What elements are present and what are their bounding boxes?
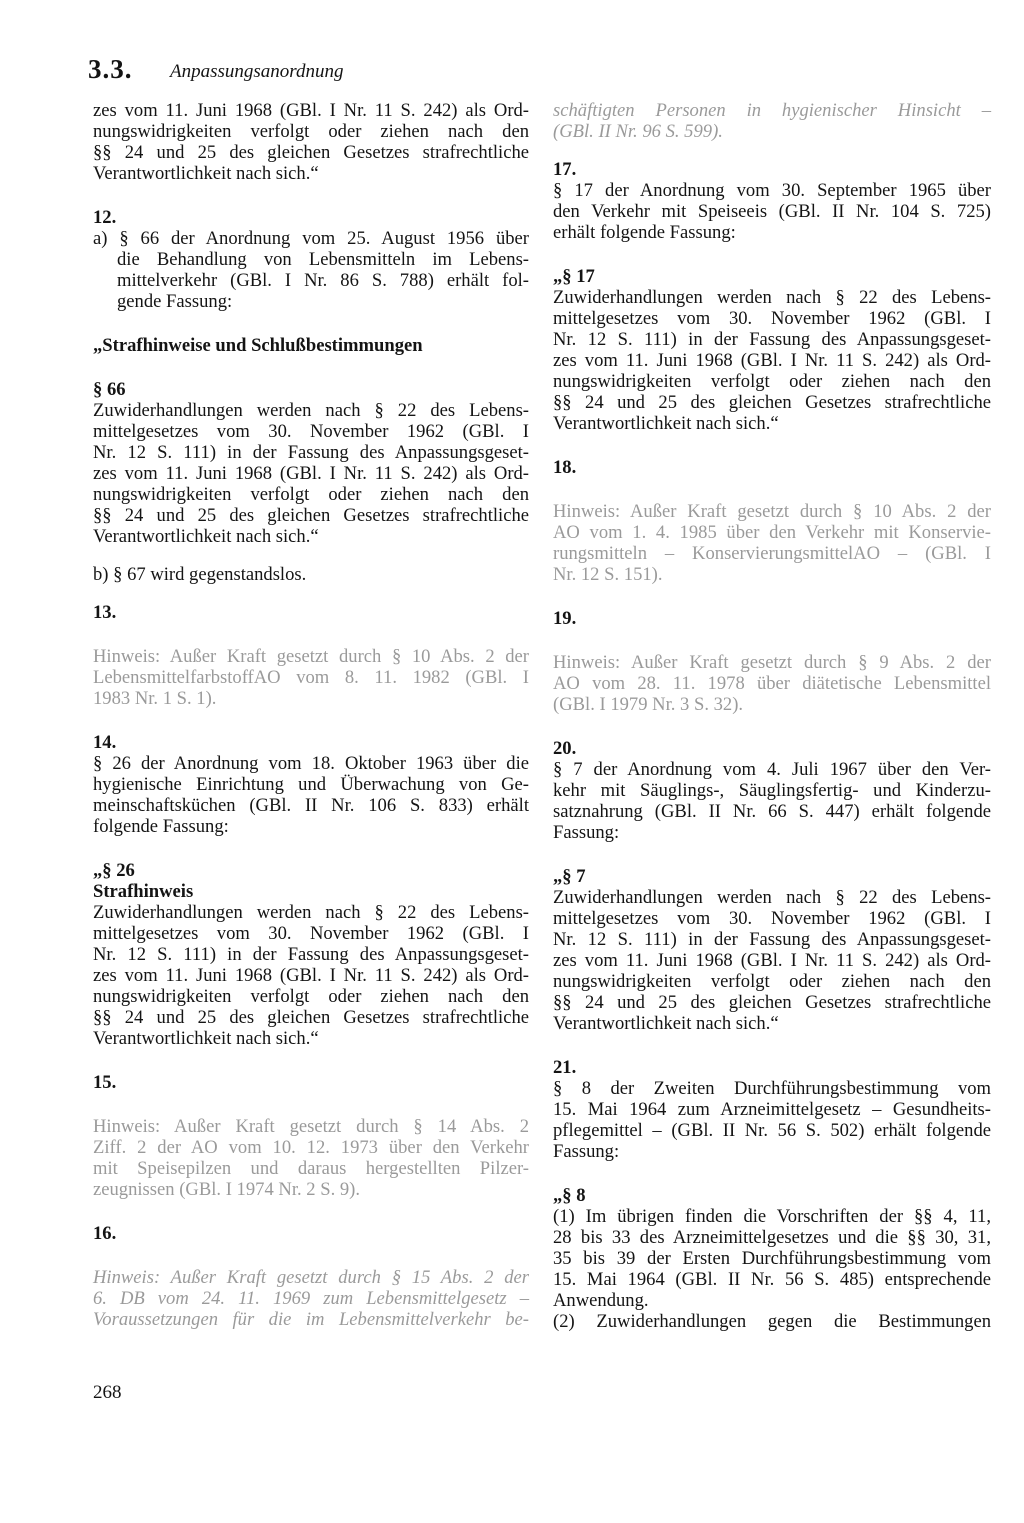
text-line: Nr. 12 S. 111) in der Fassung des Anpassungsgeset- <box>93 442 529 463</box>
text-line: Voraussetzungen für die im Lebensmittelverkehr be- <box>93 1309 529 1330</box>
section-heading: 20. <box>553 738 577 759</box>
text-line: § 8 der Zweiten Durchführungsbestimmung vom <box>553 1078 991 1099</box>
text-line: a) § 66 der Anordnung vom 25. August 1956 über <box>93 228 529 249</box>
section-heading: „§ 8 <box>553 1185 586 1206</box>
text-line: Hinweis: Außer Kraft gesetzt durch § 9 Abs. 2 der <box>553 652 991 673</box>
text-line: mittelgesetzes vom 30. November 1962 (GBl. I <box>93 421 529 442</box>
spacer <box>93 709 529 732</box>
section-heading: 15. <box>93 1072 117 1093</box>
text-line: Zuwiderhandlungen werden nach § 22 des Lebens- <box>93 902 529 923</box>
spacer <box>553 1162 991 1185</box>
spacer <box>93 1200 529 1223</box>
spacer <box>93 1049 529 1072</box>
text-line: zes vom 11. Juni 1968 (GBl. I Nr. 11 S. 242) als Ord- <box>553 950 991 971</box>
right-column <box>553 100 991 1332</box>
text-line: Nr. 12 S. 111) in der Fassung des Anpassungsgeset- <box>553 929 991 950</box>
text-line: kehr mit Säuglings-, Säuglingsfertig- und Kinderzu- <box>553 780 991 801</box>
text-line: die Behandlung von Lebensmitteln im Lebens- <box>117 249 529 270</box>
text-line: rungsmitteln – KonservierungsmittelAO – (GBl. I <box>553 543 991 564</box>
text-line: mittelverkehr (GBl. I Nr. 86 S. 788) erhält fol- <box>117 270 529 291</box>
text-line: Nr. 12 S. 151). <box>553 564 663 585</box>
text-line: Zuwiderhandlungen werden nach § 22 des Lebens- <box>553 287 991 308</box>
text-line: 35 bis 39 der Ersten Durchführungsbestimmung vom <box>553 1248 991 1269</box>
text-line: Ziff. 2 der AO vom 10. 12. 1973 über den Verkehr <box>93 1137 529 1158</box>
text-line: Verantwortlichkeit nach sich.“ <box>93 1028 319 1049</box>
spacer <box>553 142 991 159</box>
section-heading: 21. <box>553 1057 577 1078</box>
spacer <box>553 715 991 738</box>
text-line: Hinweis: Außer Kraft gesetzt durch § 15 Abs. 2 der <box>93 1267 529 1288</box>
spacer <box>553 629 991 652</box>
section-heading: 16. <box>93 1223 117 1244</box>
text-line: LebensmittelfarbstoffAO vom 8. 11. 1982 (GBl. I <box>93 667 529 688</box>
text-line: nungswidrigkeiten verfolgt oder ziehen nach den <box>553 371 991 392</box>
text-line: nungswidrigkeiten verfolgt oder ziehen nach den <box>553 971 991 992</box>
section-heading: 17. <box>553 159 577 180</box>
section-heading: 13. <box>93 602 117 623</box>
text-line: nungswidrigkeiten verfolgt oder ziehen nach den <box>93 986 529 1007</box>
section-title: Anpassungsanordnung <box>170 61 344 82</box>
text-line: 28 bis 33 des Arzneimittelgesetzes und die §§ 30, 31, <box>553 1227 991 1248</box>
section-heading: „Strafhinweise und Schlußbestimmungen <box>93 335 423 356</box>
text-line: nungswidrigkeiten verfolgt oder ziehen nach den <box>93 121 529 142</box>
text-line: § 7 der Anordnung vom 4. Juli 1967 über den Ver- <box>553 759 991 780</box>
text-line: folgende Fassung: <box>93 816 229 837</box>
spacer <box>93 1093 529 1116</box>
text-line: Hinweis: Außer Kraft gesetzt durch § 10 Abs. 2 der <box>93 646 529 667</box>
text-line: §§ 24 und 25 des gleichen Gesetzes strafrechtliche <box>93 1007 529 1028</box>
text-line: §§ 24 und 25 des gleichen Gesetzes strafrechtliche <box>553 392 991 413</box>
section-number: 3.3. <box>88 54 133 84</box>
text-line: AO vom 1. 4. 1985 über den Verkehr mit Konservie- <box>553 522 991 543</box>
text-line: Hinweis: Außer Kraft gesetzt durch § 10 Abs. 2 der <box>553 501 991 522</box>
section-heading: „§ 17 <box>553 266 595 287</box>
text-line: mittelgesetzes vom 30. November 1962 (GBl. I <box>553 908 991 929</box>
text-line: zes vom 11. Juni 1968 (GBl. I Nr. 11 S. 242) als Ord- <box>93 965 529 986</box>
section-heading: „§ 26 <box>93 860 135 881</box>
text-line: zes vom 11. Juni 1968 (GBl. I Nr. 11 S. 242) als Ord- <box>93 463 529 484</box>
section-heading: Strafhinweis <box>93 881 194 902</box>
text-line: (GBl. I 1979 Nr. 3 S. 32). <box>553 694 744 715</box>
text-line: Fassung: <box>553 1141 620 1162</box>
text-line: (2) Zuwiderhandlungen gegen die Bestimmungen <box>553 1311 991 1332</box>
text-line: pflegemittel – (GBl. II Nr. 56 S. 502) erhält folgende <box>553 1120 991 1141</box>
text-line: schäftigten Personen in hygienischer Hinsicht – <box>553 100 991 121</box>
spacer <box>553 434 991 457</box>
text-line: §§ 24 und 25 des gleichen Gesetzes strafrechtliche <box>93 505 529 526</box>
text-line: §§ 24 und 25 des gleichen Gesetzes strafrechtliche <box>93 142 529 163</box>
text-line: hygienische Einrichtung und Überwachung von Ge- <box>93 774 529 795</box>
section-heading: § 66 <box>93 379 126 400</box>
spacer <box>553 478 991 501</box>
spacer <box>93 312 529 335</box>
left-column <box>93 100 529 1330</box>
section-heading: 14. <box>93 732 117 753</box>
text-line: mittelgesetzes vom 30. November 1962 (GBl. I <box>93 923 529 944</box>
text-line: mittelgesetzes vom 30. November 1962 (GBl. I <box>553 308 991 329</box>
text-line: mit Speisepilzen und daraus hergestellten Pilzer- <box>93 1158 529 1179</box>
spacer <box>93 356 529 379</box>
text-line: 1983 Nr. 1 S. 1). <box>93 688 217 709</box>
text-line: den Verkehr mit Speiseeis (GBl. II Nr. 104 S. 725) <box>553 201 991 222</box>
text-line: Verantwortlichkeit nach sich.“ <box>93 163 319 184</box>
text-line: Verantwortlichkeit nach sich.“ <box>93 526 319 547</box>
text-line: 15. Mai 1964 zum Arzneimittelgesetz – Gesundheits- <box>553 1099 991 1120</box>
spacer <box>553 585 991 608</box>
text-line: 6. DB vom 24. 11. 1969 zum Lebensmittelgesetz – <box>93 1288 529 1309</box>
text-line: §§ 24 und 25 des gleichen Gesetzes strafrechtliche <box>553 992 991 1013</box>
text-line: Verantwortlichkeit nach sich.“ <box>553 1013 779 1034</box>
spacer <box>93 585 529 602</box>
text-line: nungswidrigkeiten verfolgt oder ziehen nach den <box>93 484 529 505</box>
text-line: b) § 67 wird gegenstandslos. <box>93 564 307 585</box>
text-line: 15. Mai 1964 (GBl. II Nr. 56 S. 485) entsprechende <box>553 1269 991 1290</box>
text-line: Hinweis: Außer Kraft gesetzt durch § 14 Abs. 2 <box>93 1116 529 1137</box>
section-heading: „§ 7 <box>553 866 586 887</box>
text-line: erhält folgende Fassung: <box>553 222 736 243</box>
text-line: meinschaftsküchen (GBl. II Nr. 106 S. 833) erhält <box>93 795 529 816</box>
text-line: zes vom 11. Juni 1968 (GBl. I Nr. 11 S. 242) als Ord- <box>93 100 529 121</box>
section-heading: 19. <box>553 608 577 629</box>
text-line: § 26 der Anordnung vom 18. Oktober 1963 über die <box>93 753 529 774</box>
spacer <box>553 1034 991 1057</box>
spacer <box>93 623 529 646</box>
text-line: satznahrung (GBl. II Nr. 66 S. 447) erhält folgende <box>553 801 991 822</box>
text-line: Nr. 12 S. 111) in der Fassung des Anpassungsgeset- <box>553 329 991 350</box>
text-line: Zuwiderhandlungen werden nach § 22 des Lebens- <box>553 887 991 908</box>
text-line: Zuwiderhandlungen werden nach § 22 des Lebens- <box>93 400 529 421</box>
text-line: gende Fassung: <box>117 291 233 312</box>
spacer <box>93 837 529 860</box>
page-number: 268 <box>93 1382 122 1403</box>
spacer <box>553 843 991 866</box>
spacer <box>553 243 991 266</box>
text-line: (GBl. II Nr. 96 S. 599). <box>553 121 723 142</box>
text-line: AO vom 28. 11. 1978 über diätetische Lebensmittel <box>553 673 991 694</box>
spacer <box>93 1244 529 1267</box>
text-line: zes vom 11. Juni 1968 (GBl. I Nr. 11 S. 242) als Ord- <box>553 350 991 371</box>
spacer <box>93 184 529 207</box>
text-line: zeugnissen (GBl. I 1974 Nr. 2 S. 9). <box>93 1179 361 1200</box>
text-line: Verantwortlichkeit nach sich.“ <box>553 413 779 434</box>
text-line: Fassung: <box>553 822 620 843</box>
section-heading: 12. <box>93 207 117 228</box>
section-heading: 18. <box>553 457 577 478</box>
text-line: § 17 der Anordnung vom 30. September 1965 über <box>553 180 991 201</box>
text-line: (1) Im übrigen finden die Vorschriften der §§ 4, 11, <box>553 1206 991 1227</box>
text-line: Anwendung. <box>553 1290 649 1311</box>
spacer <box>93 547 529 564</box>
text-line: Nr. 12 S. 111) in der Fassung des Anpassungsgeset- <box>93 944 529 965</box>
